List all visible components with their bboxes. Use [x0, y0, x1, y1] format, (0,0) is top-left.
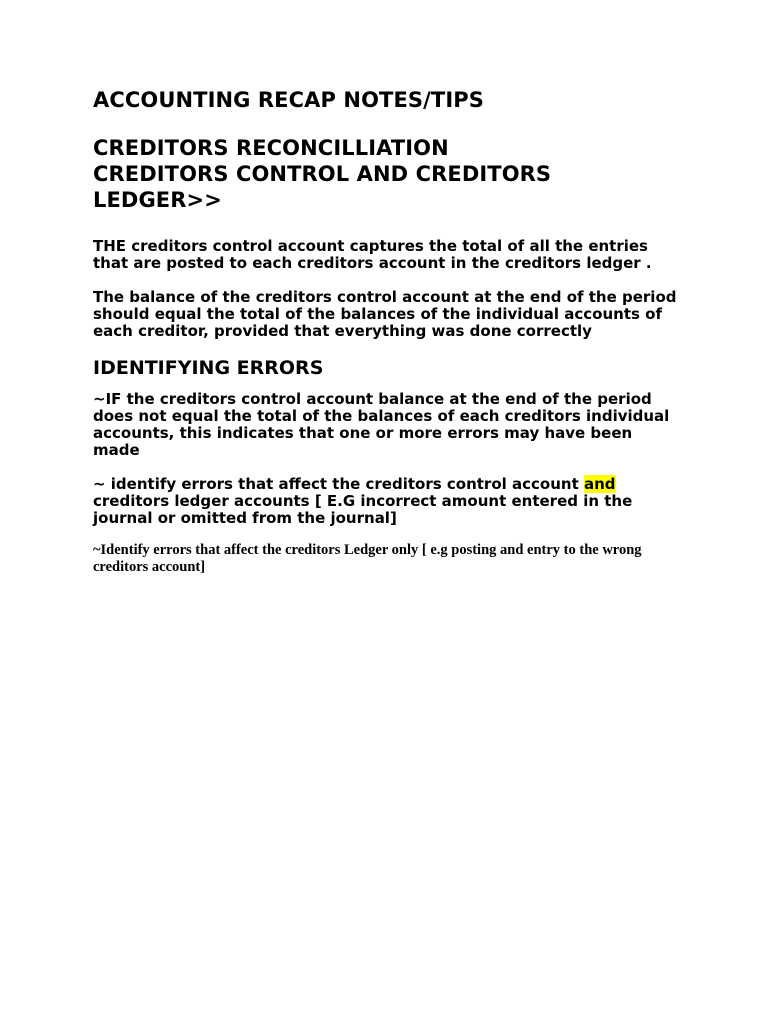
document-title: ACCOUNTING RECAP NOTES/TIPS — [93, 88, 484, 112]
section-subtitle — [93, 135, 683, 213]
paragraph-identify-ledger-errors: ~Identify errors that affect the creditors Ledger only [ e.g posting and entry to the wrong creditors account] — [93, 542, 642, 575]
paragraph-errors-indication: ~IF the creditors control account balance at the end of the period does not equal the total of the balances of each creditors individual accounts, this indicates that one or more errors may have been made — [93, 390, 670, 459]
paragraph-4-text-after: creditors ledger accounts [ E.G incorrect amount entered in the journal or omitted from the journal] — [93, 492, 633, 527]
heading-identifying-errors: IDENTIFYING ERRORS — [93, 357, 324, 379]
paragraph-balance: The balance of the creditors control account at the end of the period should equal the total of the balances of the individual accounts of each creditor, provided that everything was done correctly — [93, 288, 677, 340]
paragraph-4-text-before: ~ identify errors that affect the creditors control account — [93, 475, 584, 493]
document-page — [93, 86, 683, 576]
subtitle-line-1: CREDITORS RECONCILLIATION — [93, 136, 449, 160]
subtitle-line-2: CREDITORS CONTROL AND CREDITORS — [93, 162, 552, 186]
highlighted-word: and — [583, 475, 616, 493]
paragraph-control-account: THE creditors control account captures the total of all the entries that are posted to each creditors account in the creditors ledger . — [93, 237, 652, 272]
paragraph-identify-control-errors — [93, 476, 683, 527]
subtitle-line-3: LEDGER>> — [93, 188, 222, 212]
